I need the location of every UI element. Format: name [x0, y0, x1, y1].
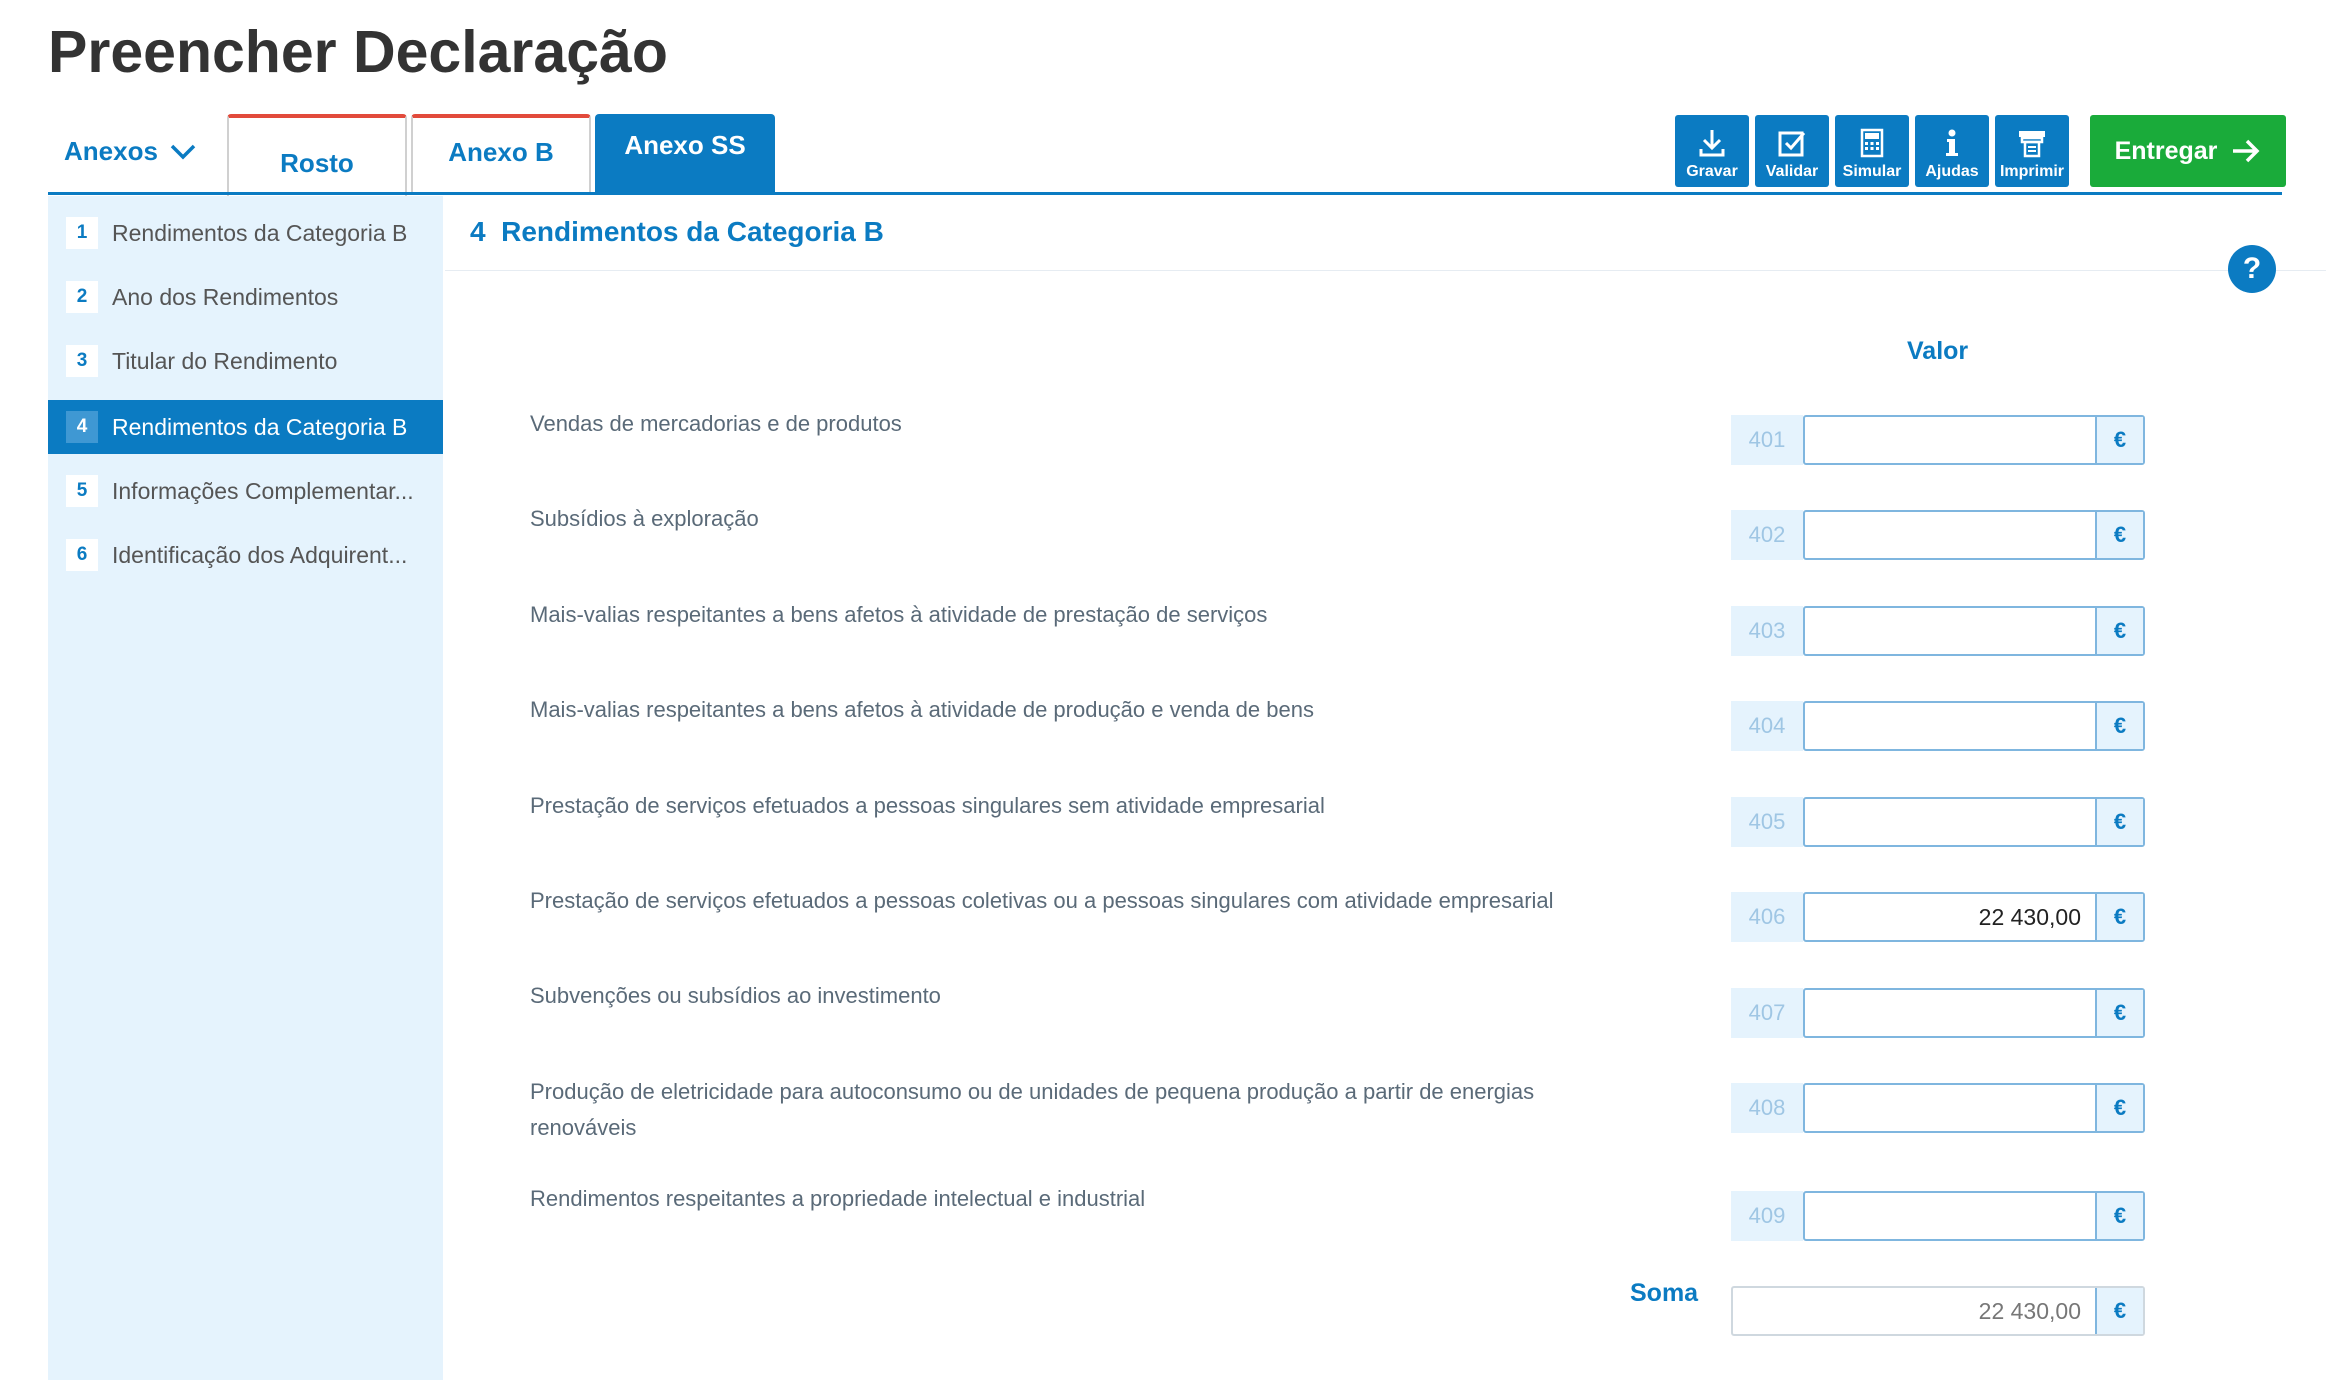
- sidebar-item-number: 3: [66, 345, 98, 377]
- sidebar-item-5[interactable]: [48, 464, 443, 518]
- arrow-right-icon: [2231, 138, 2261, 164]
- tab-anexo-b[interactable]: [411, 114, 591, 194]
- simular-label: Simular: [1842, 163, 1902, 180]
- row-code-408: 408: [1731, 1083, 1803, 1133]
- tab-bar-divider: [48, 192, 2282, 195]
- amount-value: [1805, 417, 2095, 463]
- amount-value: [1805, 608, 2095, 654]
- sidebar-item-number: 2: [66, 281, 98, 313]
- download-icon: [1696, 127, 1728, 159]
- row-label-409: Rendimentos respeitantes a propriedade intelectual e industrial: [530, 1186, 1146, 1211]
- amount-value: [1805, 703, 2095, 749]
- help-icon[interactable]: ?: [2228, 245, 2276, 293]
- amount-value: 22 430,00: [1978, 903, 2081, 930]
- anexos-dropdown[interactable]: [64, 136, 198, 167]
- sidebar-item-2[interactable]: [48, 270, 443, 324]
- amount-value: [1805, 990, 2095, 1036]
- amount-input-408[interactable]: [1803, 1083, 2145, 1133]
- simular-button[interactable]: [1835, 115, 1909, 187]
- tab-label: Anexo SS: [624, 130, 746, 160]
- row-code-404: 404: [1731, 701, 1803, 751]
- row-code-402: 402: [1731, 510, 1803, 560]
- row-code-407: 407: [1731, 988, 1803, 1038]
- sidebar-item-label: Rendimentos da Categoria B: [112, 413, 408, 440]
- amount-input-405[interactable]: [1803, 797, 2145, 847]
- euro-icon: €: [2095, 894, 2143, 940]
- soma-value: 22 430,00: [1978, 1297, 2081, 1324]
- euro-icon: €: [2095, 608, 2143, 654]
- amount-input-407[interactable]: [1803, 988, 2145, 1038]
- imprimir-button[interactable]: [1995, 115, 2069, 187]
- row-label-406: Prestação de serviços efetuados a pessoas coletivas ou a pessoas singulares com atividade empresarial: [530, 888, 1554, 913]
- gravar-label: Gravar: [1686, 163, 1738, 180]
- soma-label: Soma: [1630, 1279, 1699, 1307]
- amount-input-401[interactable]: [1803, 415, 2145, 465]
- chevron-down-icon: [168, 141, 198, 163]
- sidebar-item-3[interactable]: [48, 334, 443, 388]
- row-label-401: Vendas de mercadorias e de produtos: [530, 411, 902, 436]
- section-divider: [445, 270, 2326, 271]
- sidebar-item-number: 4: [66, 411, 98, 443]
- euro-icon: €: [2095, 799, 2143, 845]
- amount-value: [1805, 512, 2095, 558]
- sidebar-item-label: Ano dos Rendimentos: [112, 283, 339, 310]
- row-label-404: Mais-valias respeitantes a bens afetos à atividade de produção e venda de bens: [530, 697, 1314, 722]
- sidebar-item-number: 1: [66, 217, 98, 249]
- anexos-dropdown-label: Anexos: [64, 136, 158, 166]
- amount-input-409[interactable]: [1803, 1191, 2145, 1241]
- amount-value: [1805, 1085, 2095, 1131]
- gravar-button[interactable]: [1675, 115, 1749, 187]
- imprimir-label: Imprimir: [1999, 163, 2064, 180]
- sidebar-item-6[interactable]: [48, 528, 443, 582]
- tab-label: Rosto: [280, 148, 354, 178]
- ajudas-button[interactable]: [1915, 115, 1989, 187]
- section-title: [470, 216, 884, 248]
- tab-rosto[interactable]: [227, 114, 407, 196]
- soma-field: [1731, 1286, 2145, 1336]
- column-header-valor: Valor: [1907, 337, 1969, 365]
- row-code-406: 406: [1731, 892, 1803, 942]
- sidebar-item-label: Identificação dos Adquirent...: [112, 541, 408, 568]
- row-label-408: Produção de eletricidade para autoconsumo ou de unidades de pequena produção a partir de energias renováveis: [530, 1079, 1535, 1140]
- amount-input-404[interactable]: [1803, 701, 2145, 751]
- page-title: Preencher Declaração: [48, 19, 668, 85]
- row-label-405: Prestação de serviços efetuados a pessoas singulares sem atividade empresarial: [530, 793, 1325, 818]
- entregar-button[interactable]: [2090, 115, 2286, 187]
- section-number: 4: [470, 216, 486, 247]
- section-title-text: Rendimentos da Categoria B: [501, 216, 884, 247]
- validar-button[interactable]: [1755, 115, 1829, 187]
- validar-label: Validar: [1765, 163, 1819, 180]
- amount-input-403[interactable]: [1803, 606, 2145, 656]
- row-code-403: 403: [1731, 606, 1803, 656]
- euro-icon: €: [2095, 1288, 2143, 1334]
- amount-input-402[interactable]: [1803, 510, 2145, 560]
- checkbox-icon: [1776, 127, 1808, 159]
- sidebar-item-4[interactable]: [48, 400, 443, 454]
- calculator-icon: [1856, 127, 1888, 159]
- amount-input-406[interactable]: [1803, 892, 2145, 942]
- euro-icon: €: [2095, 417, 2143, 463]
- sidebar-item-1[interactable]: [48, 206, 443, 260]
- row-code-405: 405: [1731, 797, 1803, 847]
- sidebar-item-label: Informações Complementar...: [112, 477, 414, 504]
- row-label-403: Mais-valias respeitantes a bens afetos à atividade de prestação de serviços: [530, 602, 1268, 627]
- row-code-409: 409: [1731, 1191, 1803, 1241]
- euro-icon: €: [2095, 1193, 2143, 1239]
- row-label-407: Subvenções ou subsídios ao investimento: [530, 983, 941, 1008]
- amount-value: [1805, 799, 2095, 845]
- entregar-label: Entregar: [2114, 136, 2218, 165]
- sidebar: [48, 196, 443, 1380]
- sidebar-item-number: 6: [66, 539, 98, 571]
- sidebar-item-number: 5: [66, 475, 98, 507]
- euro-icon: €: [2095, 990, 2143, 1036]
- info-icon: [1936, 127, 1968, 159]
- tab-label: Anexo B: [448, 137, 554, 167]
- tab-anexo-ss[interactable]: [595, 114, 775, 194]
- euro-icon: €: [2095, 1085, 2143, 1131]
- row-label-402: Subsídios à exploração: [530, 506, 759, 531]
- row-code-401: 401: [1731, 415, 1803, 465]
- euro-icon: €: [2095, 703, 2143, 749]
- printer-icon: [2016, 127, 2048, 159]
- sidebar-item-label: Titular do Rendimento: [112, 347, 338, 374]
- sidebar-item-label: Rendimentos da Categoria B: [112, 219, 408, 246]
- euro-icon: €: [2095, 512, 2143, 558]
- ajudas-label: Ajudas: [1925, 163, 1979, 180]
- amount-value: [1805, 1193, 2095, 1239]
